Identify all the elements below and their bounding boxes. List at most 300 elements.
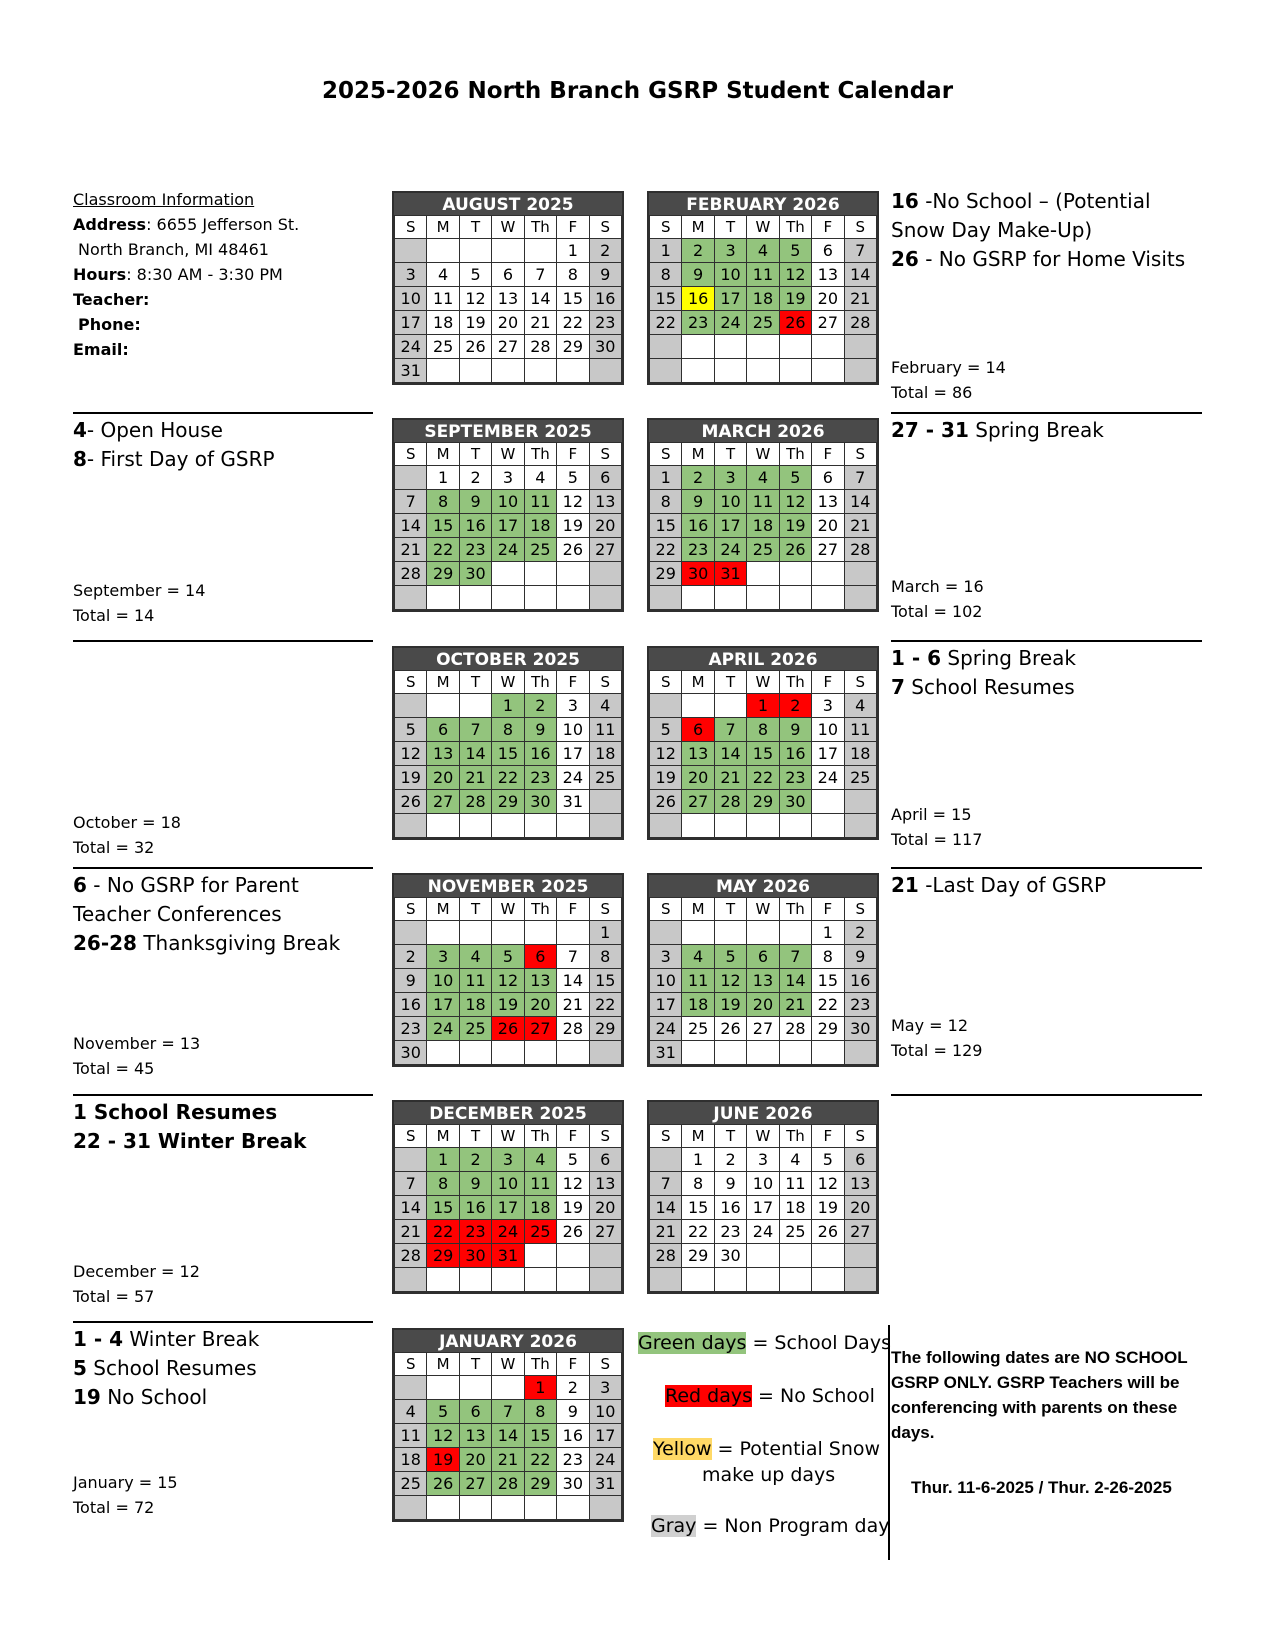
- calendar-month-title: MAY 2026: [649, 875, 877, 897]
- stats-march: [891, 574, 984, 624]
- weekday-header: F: [557, 1353, 589, 1376]
- day-cell: [427, 239, 459, 263]
- classroom-heading: Classroom Information: [73, 190, 255, 209]
- day-cell: 3: [492, 466, 524, 490]
- day-cell: 20: [747, 993, 779, 1017]
- weekday-header: W: [747, 671, 779, 694]
- day-cell: 21: [844, 514, 876, 538]
- day-cell: 10: [650, 969, 682, 993]
- calendar-month-title: JANUARY 2026: [394, 1330, 622, 1352]
- day-cell: 25: [779, 1220, 811, 1244]
- day-cell: 24: [589, 1448, 621, 1472]
- calendar-month-title: APRIL 2026: [649, 648, 877, 670]
- day-cell: [650, 1268, 682, 1292]
- weekday-header: F: [812, 1125, 844, 1148]
- weekday-header: S: [844, 898, 876, 921]
- weekday-header: T: [714, 216, 746, 239]
- weekday-header: W: [492, 898, 524, 921]
- day-cell: 26: [714, 1017, 746, 1041]
- day-cell: [589, 814, 621, 838]
- day-cell: 24: [714, 538, 746, 562]
- day-cell: 30: [524, 790, 556, 814]
- note-line: 1 - 4 Winter Break: [73, 1327, 260, 1351]
- day-cell: 2: [714, 1148, 746, 1172]
- day-cell: 12: [459, 287, 491, 311]
- day-cell: 2: [395, 945, 427, 969]
- day-cell: 27: [492, 335, 524, 359]
- month-count: May = 12: [891, 1016, 969, 1035]
- running-total: Total = 129: [891, 1041, 983, 1060]
- note-line: Snow Day Make-Up): [891, 218, 1093, 242]
- day-cell: 1: [427, 1148, 459, 1172]
- day-cell: 3: [589, 1376, 621, 1400]
- day-cell: 23: [395, 1017, 427, 1041]
- calendar-month-title: NOVEMBER 2025: [394, 875, 622, 897]
- day-cell: 7: [395, 490, 427, 514]
- day-cell: [779, 562, 811, 586]
- day-cell: 29: [557, 335, 589, 359]
- day-cell: 14: [650, 1196, 682, 1220]
- day-cell: 29: [524, 1472, 556, 1496]
- day-cell: [844, 1244, 876, 1268]
- day-cell: 30: [459, 1244, 491, 1268]
- day-cell: 8: [747, 718, 779, 742]
- day-cell: 8: [682, 1172, 714, 1196]
- legend-gray: [651, 1513, 890, 1539]
- calendar-december-2025: [392, 1100, 624, 1294]
- month-count: November = 13: [73, 1034, 201, 1053]
- day-cell: 27: [589, 538, 621, 562]
- day-cell: 29: [650, 562, 682, 586]
- day-cell: 15: [492, 742, 524, 766]
- legend-yellow-swatch: Yellow: [653, 1438, 712, 1460]
- calendar-october-2025: [392, 646, 624, 840]
- day-cell: 26: [779, 311, 811, 335]
- day-cell: 21: [779, 993, 811, 1017]
- day-cell: 18: [779, 1196, 811, 1220]
- note-line: 1 - 6 Spring Break: [891, 646, 1076, 670]
- weekday-header: Th: [524, 443, 556, 466]
- day-cell: 24: [395, 335, 427, 359]
- day-cell: [492, 562, 524, 586]
- day-cell: [812, 790, 844, 814]
- running-total: Total = 45: [73, 1059, 155, 1078]
- legend-green-text: = School Days: [746, 1332, 891, 1354]
- day-cell: 14: [714, 742, 746, 766]
- day-cell: 5: [557, 1148, 589, 1172]
- day-cell: [747, 359, 779, 383]
- day-cell: [747, 1041, 779, 1065]
- day-cell: 28: [650, 1244, 682, 1268]
- address-line2: North Branch, MI 48461: [78, 240, 269, 259]
- day-cell: 10: [492, 1172, 524, 1196]
- day-cell: 23: [779, 766, 811, 790]
- weekday-header: F: [812, 671, 844, 694]
- day-cell: 16: [682, 514, 714, 538]
- day-cell: [589, 359, 621, 383]
- weekday-header: T: [459, 1125, 491, 1148]
- legend-green: [638, 1330, 891, 1356]
- day-cell: [682, 586, 714, 610]
- day-cell: 14: [395, 1196, 427, 1220]
- day-cell: 2: [459, 1148, 491, 1172]
- day-cell: 16: [682, 287, 714, 311]
- day-cell: 30: [459, 562, 491, 586]
- day-cell: 15: [427, 514, 459, 538]
- day-cell: 17: [492, 1196, 524, 1220]
- day-cell: [524, 1496, 556, 1520]
- weekday-header: S: [589, 898, 621, 921]
- day-cell: 11: [747, 490, 779, 514]
- day-cell: 23: [459, 1220, 491, 1244]
- day-cell: 10: [557, 718, 589, 742]
- address-label: Address: [73, 215, 147, 234]
- note-line: 27 - 31 Spring Break: [891, 418, 1104, 442]
- day-cell: 24: [650, 1017, 682, 1041]
- day-cell: 23: [589, 311, 621, 335]
- day-cell: 15: [812, 969, 844, 993]
- day-cell: 3: [812, 694, 844, 718]
- day-cell: 3: [557, 694, 589, 718]
- day-cell: 26: [779, 538, 811, 562]
- day-cell: 10: [492, 490, 524, 514]
- day-cell: 7: [459, 718, 491, 742]
- day-cell: 26: [459, 335, 491, 359]
- day-cell: 21: [395, 1220, 427, 1244]
- day-cell: 26: [650, 790, 682, 814]
- day-cell: 2: [682, 239, 714, 263]
- day-cell: [844, 335, 876, 359]
- weekday-header: T: [714, 671, 746, 694]
- day-cell: 8: [524, 1400, 556, 1424]
- stats-december: [73, 1259, 200, 1309]
- day-cell: 18: [747, 514, 779, 538]
- day-cell: [779, 586, 811, 610]
- day-cell: [714, 335, 746, 359]
- month-count: March = 16: [891, 577, 984, 596]
- day-cell: 5: [812, 1148, 844, 1172]
- day-cell: 28: [779, 1017, 811, 1041]
- running-total: Total = 86: [891, 383, 973, 402]
- day-cell: [459, 1376, 491, 1400]
- day-cell: 7: [714, 718, 746, 742]
- day-cell: 6: [589, 1148, 621, 1172]
- weekday-header: Th: [779, 216, 811, 239]
- day-cell: 24: [557, 766, 589, 790]
- day-cell: 14: [779, 969, 811, 993]
- note-line: Teacher Conferences: [73, 902, 282, 926]
- day-cell: 6: [427, 718, 459, 742]
- day-cell: [524, 1268, 556, 1292]
- legend-red-swatch: Red days: [665, 1385, 752, 1407]
- day-cell: 9: [844, 945, 876, 969]
- day-cell: 19: [812, 1196, 844, 1220]
- day-cell: 28: [459, 790, 491, 814]
- day-cell: 3: [714, 466, 746, 490]
- weekday-header: W: [492, 443, 524, 466]
- weekday-header: Th: [524, 1353, 556, 1376]
- day-cell: 27: [812, 538, 844, 562]
- day-cell: 30: [682, 562, 714, 586]
- day-cell: 26: [395, 790, 427, 814]
- email-label: Email:: [73, 340, 129, 359]
- calendar-september-2025: [392, 418, 624, 612]
- day-cell: 13: [589, 1172, 621, 1196]
- calendar-january-2026: [392, 1328, 624, 1522]
- day-cell: 17: [812, 742, 844, 766]
- legend-red-text: = No School: [751, 1385, 875, 1407]
- day-cell: 29: [492, 790, 524, 814]
- day-cell: [747, 1244, 779, 1268]
- day-cell: [714, 814, 746, 838]
- day-cell: [650, 694, 682, 718]
- weekday-header: S: [589, 671, 621, 694]
- day-cell: 25: [395, 1472, 427, 1496]
- divider: [891, 1094, 1202, 1096]
- day-cell: 25: [747, 311, 779, 335]
- day-cell: 29: [427, 562, 459, 586]
- day-cell: [459, 239, 491, 263]
- day-cell: 2: [459, 466, 491, 490]
- divider: [73, 412, 373, 414]
- day-cell: 3: [714, 239, 746, 263]
- stats-april: [891, 802, 982, 852]
- day-cell: 4: [395, 1400, 427, 1424]
- conference-dates: Thur. 11-6-2025 / Thur. 2-26-2025: [911, 1478, 1172, 1497]
- day-cell: 19: [427, 1448, 459, 1472]
- day-cell: 25: [524, 1220, 556, 1244]
- day-cell: 19: [779, 514, 811, 538]
- day-cell: 11: [779, 1172, 811, 1196]
- day-cell: 29: [812, 1017, 844, 1041]
- day-cell: 31: [557, 790, 589, 814]
- day-cell: 10: [427, 969, 459, 993]
- day-cell: 20: [427, 766, 459, 790]
- day-cell: 19: [557, 514, 589, 538]
- day-cell: [459, 1496, 491, 1520]
- day-cell: 17: [714, 514, 746, 538]
- day-cell: 16: [779, 742, 811, 766]
- calendar-month-title: OCTOBER 2025: [394, 648, 622, 670]
- divider: [73, 1321, 373, 1323]
- day-cell: 11: [747, 263, 779, 287]
- day-cell: 4: [747, 239, 779, 263]
- day-cell: 6: [459, 1400, 491, 1424]
- weekday-header: W: [492, 1353, 524, 1376]
- weekday-header: M: [682, 443, 714, 466]
- day-cell: [589, 1041, 621, 1065]
- day-cell: [427, 1376, 459, 1400]
- day-cell: [812, 814, 844, 838]
- divider: [891, 867, 1202, 869]
- day-cell: [395, 694, 427, 718]
- weekday-header: S: [844, 671, 876, 694]
- note-line: 7 School Resumes: [891, 675, 1075, 699]
- day-cell: 1: [524, 1376, 556, 1400]
- day-cell: [650, 814, 682, 838]
- note-line: 19 No School: [73, 1385, 208, 1409]
- day-cell: 10: [395, 287, 427, 311]
- note-line: 22 - 31 Winter Break: [73, 1129, 307, 1153]
- day-cell: [682, 1268, 714, 1292]
- day-cell: [524, 359, 556, 383]
- day-cell: 21: [524, 311, 556, 335]
- day-cell: [589, 790, 621, 814]
- weekday-header: M: [427, 443, 459, 466]
- legend-yellow-text: = Potential Snow: [711, 1438, 881, 1460]
- day-cell: 21: [492, 1448, 524, 1472]
- day-cell: 5: [395, 718, 427, 742]
- divider: [73, 640, 373, 642]
- day-cell: 31: [714, 562, 746, 586]
- day-cell: 21: [459, 766, 491, 790]
- day-cell: [812, 335, 844, 359]
- day-cell: [524, 586, 556, 610]
- day-cell: [812, 562, 844, 586]
- day-cell: [682, 921, 714, 945]
- weekday-header: Th: [524, 671, 556, 694]
- note-line: 8- First Day of GSRP: [73, 447, 275, 471]
- month-count: September = 14: [73, 581, 206, 600]
- day-cell: [557, 359, 589, 383]
- day-cell: 3: [427, 945, 459, 969]
- day-cell: 1: [812, 921, 844, 945]
- day-cell: 17: [747, 1196, 779, 1220]
- day-cell: 12: [557, 1172, 589, 1196]
- day-cell: 31: [650, 1041, 682, 1065]
- day-cell: 5: [492, 945, 524, 969]
- day-cell: [427, 921, 459, 945]
- day-cell: 22: [427, 538, 459, 562]
- day-cell: 19: [395, 766, 427, 790]
- day-cell: 30: [395, 1041, 427, 1065]
- day-cell: 16: [844, 969, 876, 993]
- day-cell: [395, 1148, 427, 1172]
- day-cell: 15: [427, 1196, 459, 1220]
- day-cell: 22: [427, 1220, 459, 1244]
- running-total: Total = 32: [73, 838, 155, 857]
- day-cell: 13: [459, 1424, 491, 1448]
- day-cell: 6: [812, 239, 844, 263]
- weekday-header: T: [459, 1353, 491, 1376]
- day-cell: [524, 921, 556, 945]
- day-cell: [844, 1041, 876, 1065]
- weekday-header: Th: [779, 898, 811, 921]
- day-cell: 11: [682, 969, 714, 993]
- day-cell: 19: [714, 993, 746, 1017]
- month-count: December = 12: [73, 1262, 200, 1281]
- day-cell: 13: [589, 490, 621, 514]
- day-cell: 23: [524, 766, 556, 790]
- day-cell: 28: [395, 1244, 427, 1268]
- day-cell: [459, 586, 491, 610]
- day-cell: [524, 562, 556, 586]
- divider: [891, 640, 1202, 642]
- day-cell: 8: [492, 718, 524, 742]
- day-cell: 2: [524, 694, 556, 718]
- day-cell: 12: [492, 969, 524, 993]
- address-line1: : 6655 Jefferson St.: [146, 215, 300, 234]
- day-cell: 21: [557, 993, 589, 1017]
- day-cell: [682, 814, 714, 838]
- calendar-november-2025: [392, 873, 624, 1067]
- running-total: Total = 117: [891, 830, 983, 849]
- day-cell: [492, 814, 524, 838]
- legend-green-swatch: Green days: [638, 1332, 747, 1354]
- day-cell: [714, 921, 746, 945]
- day-cell: 18: [524, 514, 556, 538]
- day-cell: [492, 1268, 524, 1292]
- day-cell: 14: [395, 514, 427, 538]
- day-cell: [459, 359, 491, 383]
- day-cell: [557, 921, 589, 945]
- day-cell: 9: [395, 969, 427, 993]
- day-cell: 5: [459, 263, 491, 287]
- day-cell: 11: [589, 718, 621, 742]
- weekday-header: M: [427, 216, 459, 239]
- day-cell: 17: [395, 311, 427, 335]
- day-cell: 22: [589, 993, 621, 1017]
- day-cell: 18: [459, 993, 491, 1017]
- day-cell: 1: [589, 921, 621, 945]
- weekday-header: F: [557, 898, 589, 921]
- day-cell: [557, 1041, 589, 1065]
- weekday-header: M: [682, 1125, 714, 1148]
- weekday-header: M: [427, 1125, 459, 1148]
- day-cell: [524, 1244, 556, 1268]
- note-line: 1 School Resumes: [73, 1100, 278, 1124]
- day-cell: 11: [427, 287, 459, 311]
- day-cell: 7: [492, 1400, 524, 1424]
- day-cell: 22: [650, 311, 682, 335]
- day-cell: 13: [844, 1172, 876, 1196]
- day-cell: 7: [650, 1172, 682, 1196]
- day-cell: 7: [395, 1172, 427, 1196]
- day-cell: 14: [844, 263, 876, 287]
- day-cell: 4: [779, 1148, 811, 1172]
- day-cell: 13: [812, 263, 844, 287]
- weekday-header: W: [747, 443, 779, 466]
- day-cell: 4: [589, 694, 621, 718]
- day-cell: [427, 586, 459, 610]
- weekday-header: W: [747, 216, 779, 239]
- day-cell: 23: [714, 1220, 746, 1244]
- day-cell: [557, 1268, 589, 1292]
- day-cell: [779, 335, 811, 359]
- day-cell: 5: [714, 945, 746, 969]
- hours-row: [73, 262, 299, 287]
- legend-yellow-line2: make up days: [702, 1464, 836, 1486]
- day-cell: [812, 359, 844, 383]
- day-cell: 5: [557, 466, 589, 490]
- weekday-header: S: [395, 1125, 427, 1148]
- day-cell: 17: [589, 1424, 621, 1448]
- day-cell: 9: [714, 1172, 746, 1196]
- day-cell: 3: [650, 945, 682, 969]
- day-cell: 6: [844, 1148, 876, 1172]
- day-cell: 1: [492, 694, 524, 718]
- page-title: 2025-2026 North Branch GSRP Student Calendar: [321, 78, 954, 104]
- day-cell: 25: [682, 1017, 714, 1041]
- day-cell: 28: [492, 1472, 524, 1496]
- note-line: 26 - No GSRP for Home Visits: [891, 247, 1186, 271]
- weekday-header: W: [492, 1125, 524, 1148]
- day-cell: 15: [682, 1196, 714, 1220]
- day-cell: 27: [682, 790, 714, 814]
- day-cell: 8: [650, 263, 682, 287]
- weekday-header: M: [682, 671, 714, 694]
- weekday-header: F: [557, 671, 589, 694]
